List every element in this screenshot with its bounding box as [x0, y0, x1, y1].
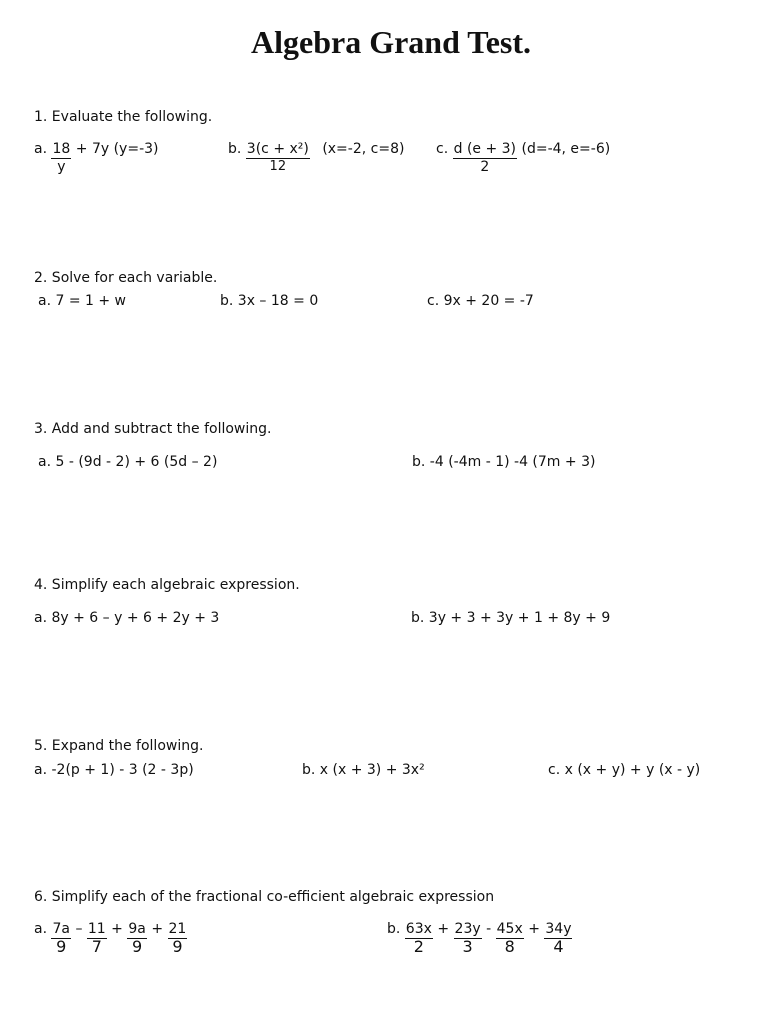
q6-b-term2-numerator: 23y: [454, 921, 481, 937]
q6-b-term2-denominator: 3: [462, 937, 473, 956]
q5-c: c. x (x + y) + y (x - y): [548, 762, 701, 778]
q1-a-label: a.: [34, 141, 48, 157]
q6-b-operator1: +: [437, 921, 450, 937]
q1-a-denominator: y: [57, 159, 66, 175]
q6-b-term4-denominator: 4: [553, 937, 564, 956]
q2-c: c. 9x + 20 = -7: [427, 293, 534, 309]
q4-b: b. 3y + 3 + 3y + 1 + 8y + 9: [411, 610, 611, 626]
q1-c-numerator: d (e + 3): [453, 141, 517, 157]
q6-b-term3: [496, 921, 524, 955]
q1-c-rest: (d=-4, e=-6): [521, 141, 611, 157]
q5-b: b. x (x + 3) + 3x²: [302, 762, 425, 778]
q1-a: [34, 141, 159, 175]
q6-a-label: a.: [34, 921, 48, 937]
q6-a-term4: [168, 921, 188, 955]
q1-c-denominator: 2: [480, 159, 490, 175]
q1-b-fraction: [246, 141, 310, 175]
q6-a-term1-numerator: 7a: [52, 921, 70, 937]
q2-a: a. 7 = 1 + w: [38, 293, 127, 309]
q6-a-term3-denominator: 9: [132, 937, 143, 956]
q6-a-operator3: +: [151, 921, 164, 937]
q6-b-term2: [454, 921, 482, 955]
q1-b-label: b.: [228, 141, 242, 157]
q6-a-term2: [87, 921, 107, 955]
q6-heading: 6. Simplify each of the fractional co-efficient algebraic expression: [34, 889, 495, 905]
q1-b-numerator: 3(c + x²): [246, 141, 309, 157]
q4-a: a. 8y + 6 – y + 6 + 2y + 3: [34, 610, 220, 626]
q6-a-term4-denominator: 9: [172, 937, 183, 956]
q6-a-operator1: –: [75, 921, 83, 937]
q4-heading: 4. Simplify each algebraic expression.: [34, 577, 300, 593]
q5-a: a. -2(p + 1) - 3 (2 - 3p): [34, 762, 194, 778]
q6-a-term2-numerator: 11: [87, 921, 106, 937]
q5-heading: 5. Expand the following.: [34, 738, 204, 754]
q6-b-term4-numerator: 34y: [545, 921, 572, 937]
q6-b-operator3: +: [528, 921, 540, 937]
q6-a: [34, 921, 187, 955]
page-title: Algebra Grand Test.: [250, 24, 532, 60]
q2-heading: 2. Solve for each variable.: [34, 270, 218, 286]
q1-a-numerator: 18: [52, 141, 71, 157]
q6-b-label: b.: [387, 921, 401, 937]
q6-a-term2-denominator: 7: [91, 937, 102, 956]
q6-b-term1: [405, 921, 433, 955]
q6-b-term1-denominator: 2: [413, 937, 424, 956]
q2-b: b. 3x – 18 = 0: [220, 293, 319, 309]
q6-a-term1-denominator: 9: [56, 937, 67, 956]
q6-b-term1-numerator: 63x: [405, 921, 432, 937]
q1-b-denominator: 12: [269, 159, 287, 174]
q6-a-term4-numerator: 21: [168, 921, 187, 937]
q3-b: b. -4 (-4m - 1) -4 (7m + 3): [412, 454, 596, 470]
q6-b-term3-numerator: 45x: [496, 921, 523, 937]
q6-b-term3-denominator: 8: [504, 937, 515, 956]
q6-a-term3: [127, 921, 147, 955]
q3-a: a. 5 - (9d - 2) + 6 (5d – 2): [38, 454, 218, 470]
q1-b: [228, 141, 404, 175]
q6-b: [387, 921, 572, 955]
q1-a-rest: + 7y (y=-3): [75, 141, 159, 157]
q1-a-fraction: [51, 141, 71, 175]
q6-b-operator2: -: [486, 921, 492, 937]
q3-heading: 3. Add and subtract the following.: [34, 421, 272, 437]
q6-b-term4: [544, 921, 572, 955]
q1-heading: 1. Evaluate the following.: [34, 109, 213, 125]
q6-a-term3-numerator: 9a: [128, 921, 146, 937]
q1-c: [436, 141, 610, 175]
q1-b-rest: (x=-2, c=8): [322, 141, 405, 157]
q1-c-fraction: [453, 141, 517, 175]
q6-a-term1: [51, 921, 71, 955]
q6-a-operator2: +: [111, 921, 123, 937]
q1-c-label: c.: [436, 141, 449, 157]
